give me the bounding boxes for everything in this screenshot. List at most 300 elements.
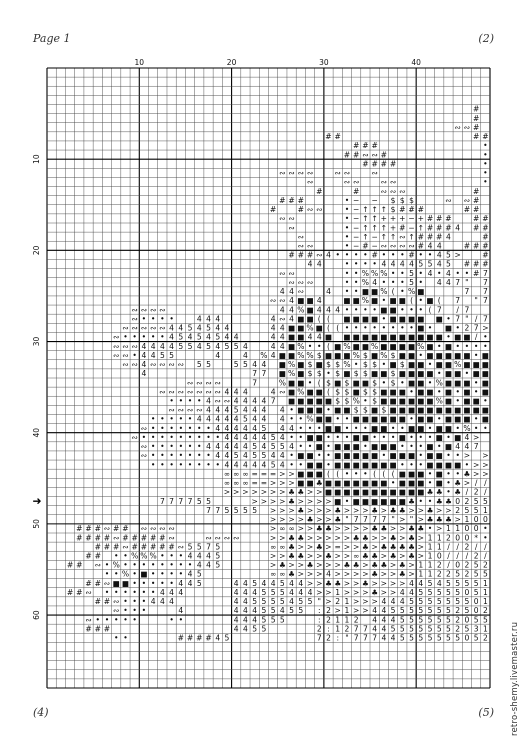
stitch-symbol: ■ — [287, 341, 296, 351]
stitch-symbol: + — [417, 214, 424, 224]
stitch-symbol: • — [187, 460, 193, 470]
stitch-symbol: ■ — [435, 360, 443, 370]
stitch-symbol: 4 — [224, 432, 230, 442]
stitch-symbol: 4 — [169, 597, 175, 607]
stitch-symbol: ∾ — [288, 268, 295, 278]
stitch-symbol: • — [141, 578, 147, 588]
stitch-symbol: = — [251, 478, 258, 488]
stitch-symbol: ↑ — [362, 223, 369, 233]
stitch-symbol: • — [335, 250, 340, 260]
stitch-symbol: " — [465, 277, 469, 287]
stitch-symbol: ∾ — [113, 597, 120, 607]
stitch-symbol: 5 — [399, 606, 405, 616]
stitch-symbol: • — [473, 350, 479, 360]
stitch-symbol: 4 — [279, 460, 285, 470]
stitch-symbol: 5 — [418, 624, 424, 634]
stitch-symbol: # — [334, 132, 341, 142]
stitch-symbol: # — [297, 205, 304, 215]
stitch-symbol: 5 — [215, 560, 221, 570]
stitch-symbol: ∞ — [233, 469, 240, 479]
stitch-symbol: 5 — [215, 332, 221, 342]
stitch-symbol: ∾ — [94, 560, 101, 570]
stitch-symbol: > — [297, 515, 304, 525]
stitch-symbol: • — [187, 423, 193, 433]
stitch-symbol: 4 — [372, 606, 378, 616]
stitch-symbol: • — [400, 305, 405, 315]
stitch-symbol: > — [306, 578, 314, 588]
stitch-symbol: 5 — [473, 560, 479, 570]
stitch-symbol: 5 — [436, 587, 442, 597]
stitch-symbol: 5 — [446, 250, 451, 260]
stitch-symbol: • — [160, 451, 165, 461]
stitch-symbol: > — [269, 515, 277, 525]
stitch-symbol: ■ — [352, 314, 360, 324]
stitch-symbol: 4 — [233, 460, 239, 470]
stitch-symbol: 0 — [464, 633, 470, 643]
stitch-symbol: 5 — [436, 633, 442, 643]
stitch-symbol: ♣ — [389, 505, 397, 515]
stitch-symbol: ■ — [361, 378, 369, 388]
stitch-symbol: 4 — [252, 360, 258, 370]
stitch-symbol: $ — [390, 205, 396, 215]
stitch-symbol: ↑ — [389, 232, 397, 242]
stitch-symbol: ■ — [426, 332, 434, 342]
stitch-symbol: ∞ — [279, 569, 286, 579]
stitch-symbol: 5 — [252, 597, 258, 607]
stitch-symbol: ■ — [352, 341, 360, 351]
stitch-symbol: ∾ — [233, 533, 240, 543]
stitch-symbol: ( — [373, 469, 377, 479]
stitch-symbol: 4 — [270, 314, 276, 324]
stitch-symbol: 4 — [233, 387, 239, 397]
stitch-symbol: 1 — [482, 505, 488, 515]
stitch-symbol: ■ — [343, 314, 351, 324]
stitch-symbol: / — [484, 478, 487, 488]
stitch-symbol: ∾ — [214, 387, 221, 397]
stitch-symbol: ■ — [417, 314, 425, 324]
stitch-symbol: 4 — [215, 451, 221, 461]
stitch-symbol: • — [197, 396, 202, 406]
row-label: 60 — [32, 610, 41, 620]
stitch-symbol: 7 — [455, 277, 461, 287]
stitch-symbol: − — [352, 232, 360, 242]
column-label: 30 — [319, 58, 329, 67]
stitch-symbol: # — [196, 633, 203, 643]
stitch-symbol: 4 — [169, 332, 175, 342]
stitch-symbol: 4 — [233, 396, 239, 406]
stitch-symbol: ■ — [407, 332, 416, 342]
stitch-symbol: 5 — [427, 624, 433, 634]
stitch-symbol: 7 — [353, 633, 359, 643]
stitch-symbol: 4 — [233, 578, 239, 588]
stitch-symbol: ( — [317, 378, 321, 388]
stitch-symbol: > — [389, 578, 397, 588]
stitch-symbol: % — [371, 268, 379, 278]
stitch-symbol: 4 — [279, 414, 285, 424]
stitch-symbol: ■ — [454, 369, 462, 379]
stitch-symbol: • — [409, 387, 414, 397]
stitch-symbol: ■ — [140, 569, 148, 579]
stitch-symbol: • — [178, 414, 184, 424]
stitch-symbol: ■ — [297, 323, 305, 333]
stitch-symbol: 7 — [482, 296, 488, 306]
stitch-symbol: ∾ — [214, 396, 221, 406]
stitch-symbol: > — [371, 597, 378, 607]
stitch-symbol: % — [361, 268, 370, 278]
stitch-symbol: • — [390, 423, 396, 433]
stitch-symbol: • — [178, 569, 184, 579]
stitch-symbol: > — [325, 542, 332, 552]
stitch-symbol: − — [352, 223, 360, 233]
stitch-symbol: > — [297, 560, 304, 570]
stitch-symbol: 4 — [326, 250, 331, 260]
stitch-symbol: ∾ — [279, 387, 286, 397]
stitch-symbol: • — [326, 442, 331, 452]
stitch-symbol: • — [160, 569, 165, 579]
stitch-symbol: ■ — [481, 405, 489, 415]
stitch-symbol: • — [178, 396, 184, 406]
stitch-symbol: 7 — [159, 496, 165, 506]
stitch-symbol: 5 — [464, 505, 470, 515]
stitch-symbol: • — [427, 360, 433, 370]
stitch-symbol: ♣ — [426, 515, 434, 525]
stitch-symbol: > — [399, 515, 406, 525]
stitch-symbol: > — [269, 524, 277, 534]
stitch-symbol: 4 — [187, 569, 193, 579]
stitch-symbol: ↑ — [371, 223, 378, 233]
stitch-symbol: 5 — [224, 505, 230, 515]
stitch-symbol: > — [260, 496, 268, 506]
stitch-symbol: > — [316, 487, 323, 497]
stitch-symbol: ■ — [426, 387, 434, 397]
stitch-symbol: ♣ — [408, 496, 415, 506]
stitch-symbol: ■ — [389, 305, 397, 315]
stitch-symbol: $ — [335, 360, 341, 370]
stitch-symbol: ■ — [407, 423, 416, 433]
stitch-symbol: 4 — [390, 615, 396, 625]
stitch-symbol: • — [123, 587, 128, 597]
stitch-symbol: • — [95, 615, 101, 625]
stitch-symbol: ∾ — [408, 241, 415, 251]
stitch-symbol: • — [307, 341, 313, 351]
stitch-symbol: > — [223, 487, 231, 497]
stitch-symbol: • — [298, 460, 304, 470]
stitch-symbol: 4 — [252, 615, 258, 625]
stitch-symbol: ■ — [287, 396, 296, 406]
stitch-symbol: ■ — [324, 423, 333, 433]
stitch-symbol: 5 — [418, 606, 424, 616]
stitch-symbol: 4 — [316, 332, 322, 342]
stitch-symbol: > — [325, 560, 332, 570]
stitch-symbol: ↑ — [362, 214, 369, 224]
stitch-symbol: 2 — [436, 560, 442, 570]
stitch-symbol: 5 — [390, 624, 396, 634]
stitch-symbol: ■ — [389, 405, 397, 415]
stitch-symbol: # — [113, 524, 120, 534]
stitch-symbol: > — [472, 469, 480, 479]
stitch-symbol: # — [472, 132, 480, 142]
stitch-symbol: 5 — [252, 451, 258, 461]
stitch-symbol: 5 — [261, 624, 267, 634]
stitch-symbol: − — [408, 214, 415, 224]
stitch-symbol: + — [399, 214, 406, 224]
stitch-symbol: • — [344, 496, 350, 506]
stitch-symbol: • — [197, 432, 202, 442]
stitch-symbol: • — [141, 587, 147, 597]
stitch-symbol: • — [141, 560, 147, 570]
stitch-symbol: ♣ — [454, 478, 462, 488]
stitch-symbol: 5 — [399, 633, 405, 643]
stitch-symbol: 7 — [372, 515, 378, 525]
stitch-symbol: 4 — [289, 287, 294, 297]
stitch-symbol: ∞ — [242, 478, 249, 488]
stitch-symbol: • — [113, 615, 119, 625]
stitch-symbol: • — [178, 615, 184, 625]
stitch-symbol: ■ — [334, 487, 342, 497]
stitch-symbol: 0 — [436, 551, 442, 561]
stitch-symbol: ∾ — [113, 350, 120, 360]
stitch-symbol: ∾ — [122, 341, 129, 351]
stitch-symbol: ■ — [361, 496, 369, 506]
stitch-symbol: • — [123, 560, 128, 570]
stitch-symbol: > — [482, 469, 489, 479]
stitch-symbol: ■ — [481, 360, 489, 370]
stitch-symbol: 5 — [270, 606, 276, 616]
stitch-symbol: 5 — [409, 615, 414, 625]
stitch-symbol: > — [417, 542, 424, 552]
stitch-symbol: 1 — [418, 569, 424, 579]
stitch-symbol: ■ — [435, 432, 443, 442]
stitch-symbol: 5 — [206, 360, 211, 370]
stitch-symbol: 5 — [279, 597, 285, 607]
stitch-symbol: # — [122, 524, 129, 534]
stitch-symbol: ■ — [278, 350, 286, 360]
stitch-symbol: > — [408, 569, 415, 579]
stitch-symbol: 1 — [436, 533, 442, 543]
stitch-symbol: 4 — [243, 578, 248, 588]
stitch-symbol: 5 — [196, 578, 202, 588]
stitch-symbol: ■ — [426, 442, 434, 452]
stitch-symbol: > — [362, 524, 369, 534]
stitch-symbol: • — [150, 460, 156, 470]
stitch-symbol: ∾ — [399, 186, 406, 196]
stitch-symbol: • — [317, 341, 322, 351]
stitch-symbol: 5 — [270, 442, 276, 452]
stitch-symbol: ■ — [352, 332, 360, 342]
stitch-symbol: • — [344, 287, 350, 297]
stitch-symbol: • — [123, 597, 128, 607]
stitch-symbol: " — [345, 515, 349, 525]
stitch-symbol: • — [353, 423, 359, 433]
stitch-symbol: • — [326, 432, 331, 442]
stitch-symbol: ∾ — [113, 533, 120, 543]
stitch-symbol: $ — [362, 405, 368, 415]
stitch-symbol: % — [380, 268, 388, 278]
stitch-symbol: 4 — [141, 360, 147, 370]
stitch-symbol: ∾ — [389, 177, 397, 187]
stitch-symbol: # — [417, 232, 424, 242]
stitch-symbol: / — [474, 332, 478, 342]
stitch-symbol: # — [76, 524, 83, 534]
stitch-symbol: 1 — [427, 569, 433, 579]
stitch-symbol: 4 — [381, 615, 387, 625]
stitch-symbol: 4 — [289, 578, 294, 588]
stitch-symbol: > — [279, 469, 286, 479]
stitch-symbol: ∾ — [269, 296, 277, 306]
stitch-symbol: " — [465, 314, 469, 324]
stitch-symbol: > — [269, 496, 277, 506]
stitch-symbol: ■ — [417, 323, 425, 333]
stitch-symbol: ∾ — [131, 314, 138, 324]
stitch-symbol: • — [464, 369, 470, 379]
stitch-symbol: ■ — [444, 414, 453, 424]
stitch-symbol: 0 — [464, 587, 470, 597]
stitch-symbol: ♣ — [398, 569, 406, 579]
stitch-symbol: 4 — [279, 405, 285, 415]
stitch-symbol: % — [306, 323, 314, 333]
stitch-symbol: 5 — [289, 606, 294, 616]
stitch-symbol: ■ — [389, 460, 397, 470]
stitch-symbol: 5 — [399, 624, 405, 634]
stitch-symbol: ■ — [306, 305, 314, 315]
stitch-symbol: ■ — [121, 578, 130, 588]
stitch-symbol: ■ — [361, 451, 369, 461]
stitch-symbol: ♣ — [297, 487, 305, 497]
stitch-symbol: • — [363, 469, 368, 479]
stitch-symbol: 1 — [446, 524, 451, 534]
stitch-symbol: # — [168, 542, 175, 552]
stitch-symbol: ∾ — [131, 432, 138, 442]
stitch-symbol: / — [484, 551, 487, 561]
stitch-symbol: 7 — [482, 287, 488, 297]
stitch-symbol: 4 — [215, 405, 221, 415]
stitch-symbol: > — [436, 524, 443, 534]
stitch-symbol: > — [251, 496, 258, 506]
stitch-symbol: ∾ — [316, 205, 323, 215]
stitch-symbol: • — [160, 551, 165, 561]
row-label: 30 — [32, 336, 41, 347]
stitch-symbol: 1 — [427, 551, 433, 561]
stitch-symbol: ■ — [343, 451, 351, 461]
stitch-symbol: ∾ — [186, 378, 194, 388]
stitch-symbol: ■ — [297, 451, 305, 461]
stitch-symbol: 4 — [261, 360, 267, 370]
stitch-symbol: 4 — [206, 551, 211, 561]
stitch-symbol: ■ — [380, 396, 388, 406]
stitch-symbol: 4 — [252, 405, 258, 415]
stitch-symbol: • — [178, 432, 184, 442]
stitch-symbol: 7 — [362, 515, 368, 525]
stitch-symbol: 5 — [298, 597, 304, 607]
stitch-symbol: ■ — [297, 478, 305, 488]
stitch-symbol: > — [233, 487, 240, 497]
stitch-symbol: 4 — [233, 606, 239, 616]
stitch-symbol: # — [85, 524, 92, 534]
stitch-symbol: ■ — [407, 314, 416, 324]
stitch-symbol: 5 — [270, 615, 276, 625]
stitch-symbol: 2 — [455, 615, 461, 625]
stitch-symbol: # — [426, 232, 434, 242]
stitch-symbol: • — [344, 268, 350, 278]
stitch-symbol: % — [380, 287, 388, 297]
stitch-symbol: 4 — [206, 314, 211, 324]
stitch-symbol: 4 — [261, 578, 267, 588]
stitch-symbol: ■ — [389, 314, 397, 324]
stitch-symbol: ∾ — [122, 542, 129, 552]
stitch-symbol: # — [482, 250, 489, 260]
stitch-symbol: ■ — [435, 469, 443, 479]
stitch-symbol: 5 — [427, 606, 433, 616]
stitch-symbol: " — [409, 515, 414, 525]
stitch-symbol: $ — [353, 405, 359, 415]
stitch-symbol: • — [197, 442, 202, 452]
stitch-symbol: • — [455, 396, 460, 406]
stitch-symbol: ■ — [315, 405, 323, 415]
stitch-symbol: ∾ — [168, 387, 175, 397]
stitch-symbol: ♣ — [417, 524, 425, 534]
stitch-symbol: ∞ — [242, 469, 249, 479]
stitch-symbol: % — [260, 350, 268, 360]
stitch-symbol: $ — [316, 350, 322, 360]
stitch-symbol: 4 — [150, 341, 156, 351]
stitch-symbol: > — [343, 578, 351, 588]
stitch-symbol: 7 — [482, 268, 488, 278]
stitch-symbol: • — [197, 460, 202, 470]
stitch-symbol: 5 — [455, 587, 461, 597]
stitch-symbol: 2 — [464, 569, 470, 579]
stitch-symbol: • — [206, 432, 211, 442]
stitch-symbol: 4 — [261, 442, 267, 452]
stitch-symbol: ■ — [435, 423, 443, 433]
stitch-symbol: • — [197, 423, 202, 433]
stitch-symbol: = — [269, 469, 277, 479]
stitch-symbol: % — [306, 350, 314, 360]
stitch-symbol: ∾ — [334, 168, 341, 178]
stitch-symbol: ■ — [380, 460, 388, 470]
stitch-symbol: ∾ — [279, 296, 286, 306]
stitch-symbol: ■ — [472, 405, 480, 415]
stitch-symbol: 1 — [335, 624, 341, 634]
stitch-symbol: ■ — [389, 396, 397, 406]
stitch-symbol: • — [418, 442, 424, 452]
stitch-symbol: % — [371, 341, 379, 351]
stitch-symbol: ♣ — [288, 569, 295, 579]
stitch-symbol: ■ — [324, 396, 333, 406]
stitch-symbol: ■ — [287, 378, 296, 388]
stitch-symbol: 2 — [316, 624, 322, 634]
stitch-symbol: > — [325, 496, 332, 506]
stitch-symbol: ∾ — [113, 341, 120, 351]
stitch-symbol: • — [150, 587, 156, 597]
stitch-symbol: • — [206, 451, 211, 461]
stitch-symbol: ∾ — [399, 241, 406, 251]
stitch-symbol: • — [418, 250, 424, 260]
stitch-symbol: 4 — [372, 615, 378, 625]
stitch-symbol: > — [389, 560, 397, 570]
stitch-symbol: 5 — [233, 505, 239, 515]
stitch-symbol: $ — [335, 387, 341, 397]
stitch-symbol: ∾ — [297, 168, 304, 178]
stitch-symbol: • — [104, 615, 110, 625]
stitch-symbol: 5 — [270, 460, 276, 470]
stitch-symbol: + — [389, 223, 397, 233]
stitch-symbol: + — [380, 214, 388, 224]
stitch-symbol: ∾ — [168, 533, 175, 543]
stitch-symbol: # — [472, 104, 480, 114]
stitch-symbol: # — [482, 214, 489, 224]
stitch-symbol: • — [160, 442, 165, 452]
stitch-symbol: 5 — [233, 360, 239, 370]
